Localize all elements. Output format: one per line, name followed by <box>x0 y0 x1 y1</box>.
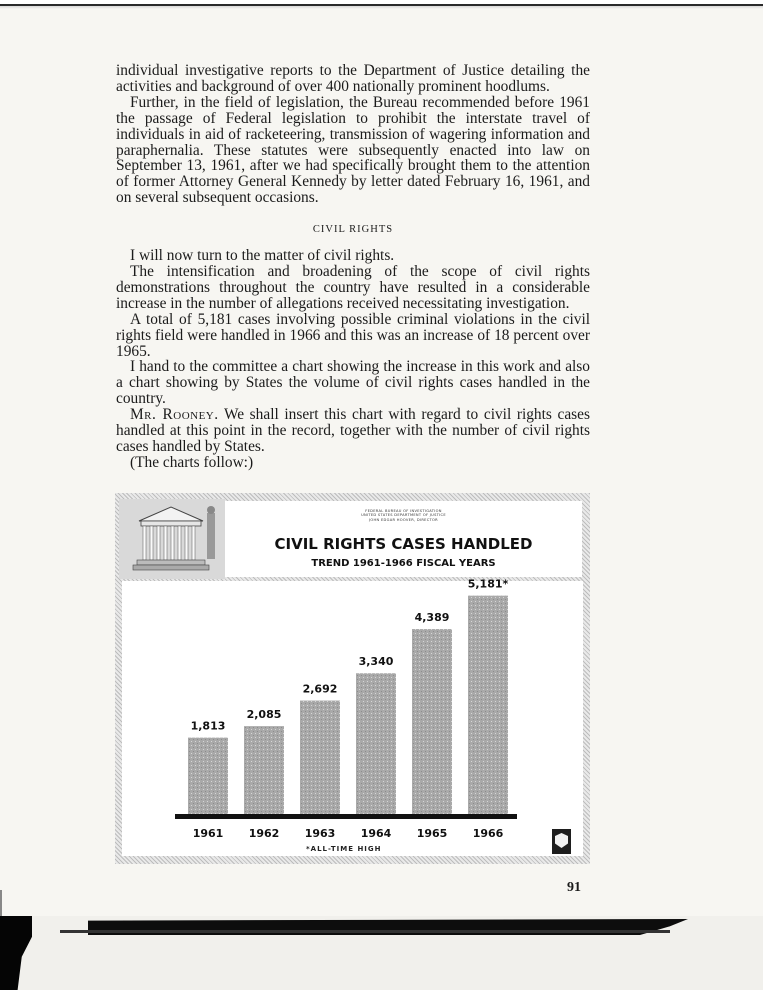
chart-subtitle: TREND 1961-1966 FISCAL YEARS <box>311 558 496 569</box>
paragraph-7-text: We shall insert this chart with regard to civil rights cases handled at this point in the record, together with the number of civil rights cases handled by States. <box>116 406 590 455</box>
x-tick-label: 1966 <box>472 827 504 840</box>
fbi-seal-icon <box>552 829 571 854</box>
bar-1966 <box>468 596 508 814</box>
paragraph-4: The intensification and broadening of the scope of civil rights demonstrations throughout the country have resulted in a considerable increase in the number of allegations received necessitating investigation. <box>116 262 590 312</box>
x-tick-label: 1964 <box>360 827 392 840</box>
x-tick-label: 1961 <box>192 827 224 840</box>
agency-line: FEDERAL BUREAU OF INVESTIGATION <box>365 509 442 513</box>
chart-baseline <box>175 814 517 819</box>
bar-value-label: 3,340 <box>358 655 394 669</box>
bar-value-label: 2,692 <box>302 682 338 696</box>
bar-value-label: 1,813 <box>190 719 226 733</box>
bar-1963 <box>300 701 340 814</box>
x-tick-label: 1965 <box>416 827 448 840</box>
body-text <box>116 63 590 471</box>
paragraph-7 <box>116 407 590 455</box>
paragraph-6: I hand to the committee a chart showing the increase in this work and also a chart showing by States the volume of civil rights cases handled in the country. <box>116 358 590 408</box>
page-number: 91 <box>567 880 581 895</box>
section-heading: CIVIL RIGHTS <box>312 224 394 236</box>
bar-value-label: 2,085 <box>246 708 282 722</box>
seal-shield-icon <box>555 833 568 848</box>
speaker-name: Mr. Rooney. <box>130 406 219 424</box>
agency-line: UNITED STATES DEPARTMENT OF JUSTICE <box>361 513 446 518</box>
bar-value-label: 4,389 <box>414 611 450 625</box>
bar-value-label: 5,181* <box>467 577 509 591</box>
paragraph-8: (The charts follow:) <box>130 453 254 471</box>
bar-1962 <box>244 726 284 814</box>
agency-line: JOHN EDGAR HOOVER, DIRECTOR <box>369 517 438 522</box>
paragraph-2: Further, in the field of legislation, the Bureau recommended before 1961 the passage of Federal legislation to prohibit the interstate travel of individuals in aid of racketeering, transmission of wagering information and paraphernalia. These statutes were subsequently enacted into law on September 13, 1961, after we had specifically brought them to the attention of former Attorney General Kennedy by letter dated February 16, 1961, and on several subsequent occasions. <box>116 93 590 207</box>
paragraph-3: I will now turn to the matter of civil rights. <box>130 247 395 265</box>
bottom-binding-line <box>60 930 670 933</box>
top-rule <box>0 0 763 9</box>
chart-title: CIVIL RIGHTS CASES HANDLED <box>274 535 533 553</box>
x-tick-label: 1962 <box>248 827 280 840</box>
bar-1964 <box>356 673 396 814</box>
chart-footnote: *ALL-TIME HIGH <box>306 845 382 853</box>
paragraph-1: individual investigative reports to the Department of Justice detailing the activities and background of over 400 nationally prominent hoodlums. <box>116 62 590 95</box>
bar-1961 <box>188 738 228 814</box>
bar-1965 <box>412 629 452 814</box>
x-tick-label: 1963 <box>304 827 336 840</box>
paragraph-5: A total of 5,181 cases involving possible criminal violations in the civil rights field were handled in 1966 and this was an increase of 18 percent over 1965. <box>116 310 590 360</box>
bar-chart <box>115 493 590 864</box>
